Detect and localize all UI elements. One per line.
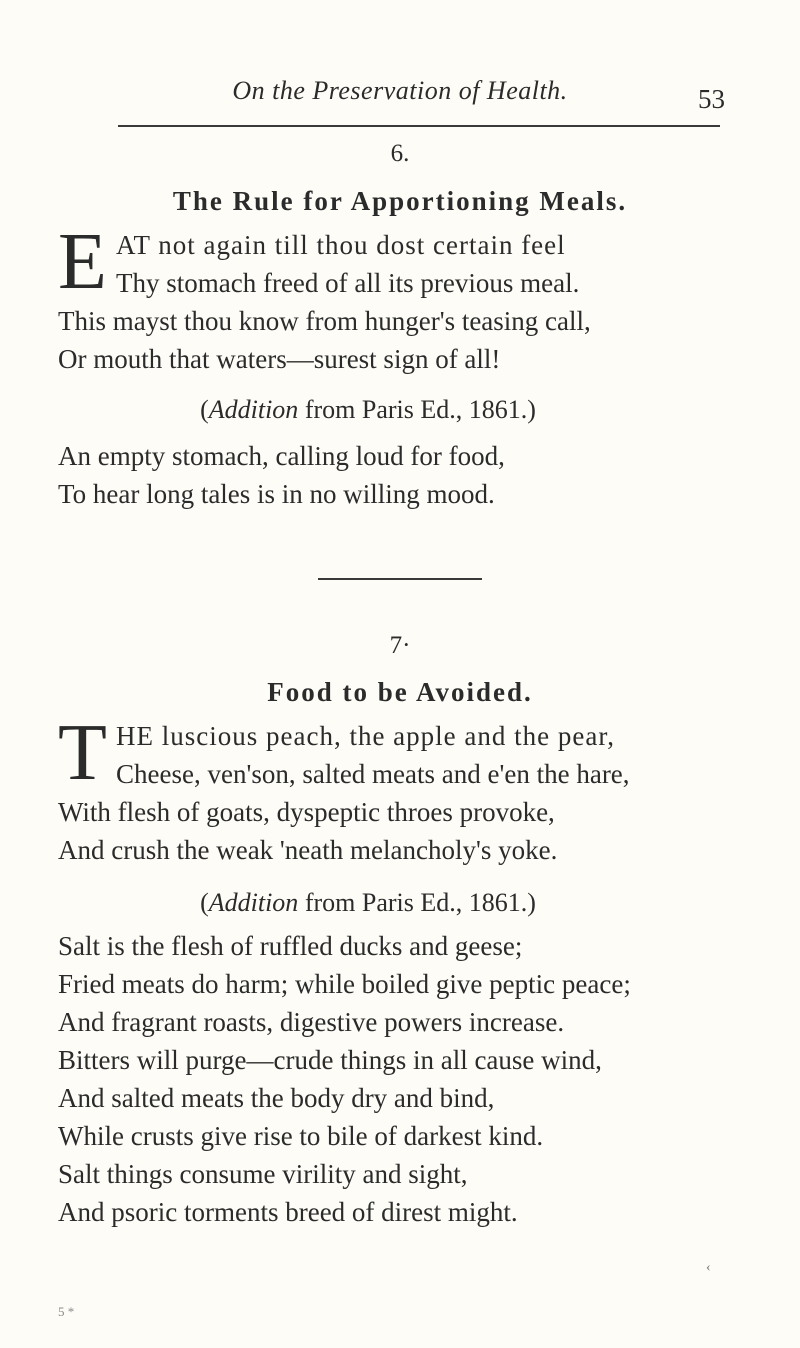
verse-line: And fragrant roasts, digestive powers increase.	[58, 1007, 565, 1037]
verse-line: And psoric torments breed of direst might.	[58, 1197, 518, 1227]
verse-line: To hear long tales is in no willing mood.	[58, 479, 495, 509]
running-head-title: On the Preservation of Health.	[232, 76, 568, 105]
section-6-addition-verse	[58, 437, 505, 513]
note-italic: Addition	[208, 395, 299, 424]
section-7-addition-note	[58, 888, 758, 918]
section-6-title: The Rule for Apportioning Meals.	[172, 186, 628, 216]
verse-line: With flesh of goats, dyspeptic throes provoke,	[58, 797, 555, 827]
page-number: 53	[698, 84, 725, 114]
verse-line: HE luscious peach, the apple and the pear,	[116, 721, 615, 751]
section-6-verse	[58, 218, 591, 378]
margin-mark: ‹	[706, 1260, 711, 1275]
note-rest: from Paris Ed., 1861.)	[298, 395, 536, 424]
verse-line: Or mouth that waters—surest sign of all!	[58, 344, 501, 374]
verse-line: Fried meats do harm; while boiled give peptic peace;	[58, 969, 631, 999]
verse-line: Salt things consume virility and sight,	[58, 1159, 468, 1189]
section-divider-rule	[318, 578, 482, 580]
verse-line: While crusts give rise to bile of darkest kind.	[58, 1121, 544, 1151]
section-6-opening	[58, 218, 591, 306]
section-7-opening	[58, 709, 630, 797]
section-7-number: 7·	[389, 632, 411, 659]
verse-line: And crush the weak 'neath melancholy's yoke.	[58, 835, 558, 865]
note-open-paren: (	[200, 395, 209, 424]
verse-line: Thy stomach freed of all its previous meal.	[116, 268, 580, 298]
verse-line: This mayst thou know from hunger's teasing call,	[58, 306, 591, 336]
note-open-paren: (	[200, 888, 209, 917]
section-7-title: Food to be Avoided.	[267, 677, 533, 707]
verse-line: Cheese, ven'son, salted meats and e'en the hare,	[116, 759, 630, 789]
note-italic: Addition	[208, 888, 299, 917]
section-7-verse	[58, 709, 630, 869]
section-7-addition-verse	[58, 927, 631, 1231]
section-6-addition-note	[58, 395, 758, 425]
section-6-dropcap: E	[58, 218, 107, 306]
verse-line: An empty stomach, calling loud for food,	[58, 441, 505, 471]
section-6-number: 6.	[390, 140, 410, 167]
verse-line: And salted meats the body dry and bind,	[58, 1083, 495, 1113]
verse-line: AT not again till thou dost certain feel	[116, 230, 566, 260]
note-rest: from Paris Ed., 1861.)	[298, 888, 536, 917]
section-7-dropcap: T	[58, 709, 107, 797]
verse-line: Bitters will purge—crude things in all cause wind,	[58, 1045, 602, 1075]
verse-line: Salt is the flesh of ruffled ducks and geese;	[58, 931, 523, 961]
header-rule	[118, 125, 720, 127]
signature-mark: 5 *	[58, 1304, 75, 1319]
